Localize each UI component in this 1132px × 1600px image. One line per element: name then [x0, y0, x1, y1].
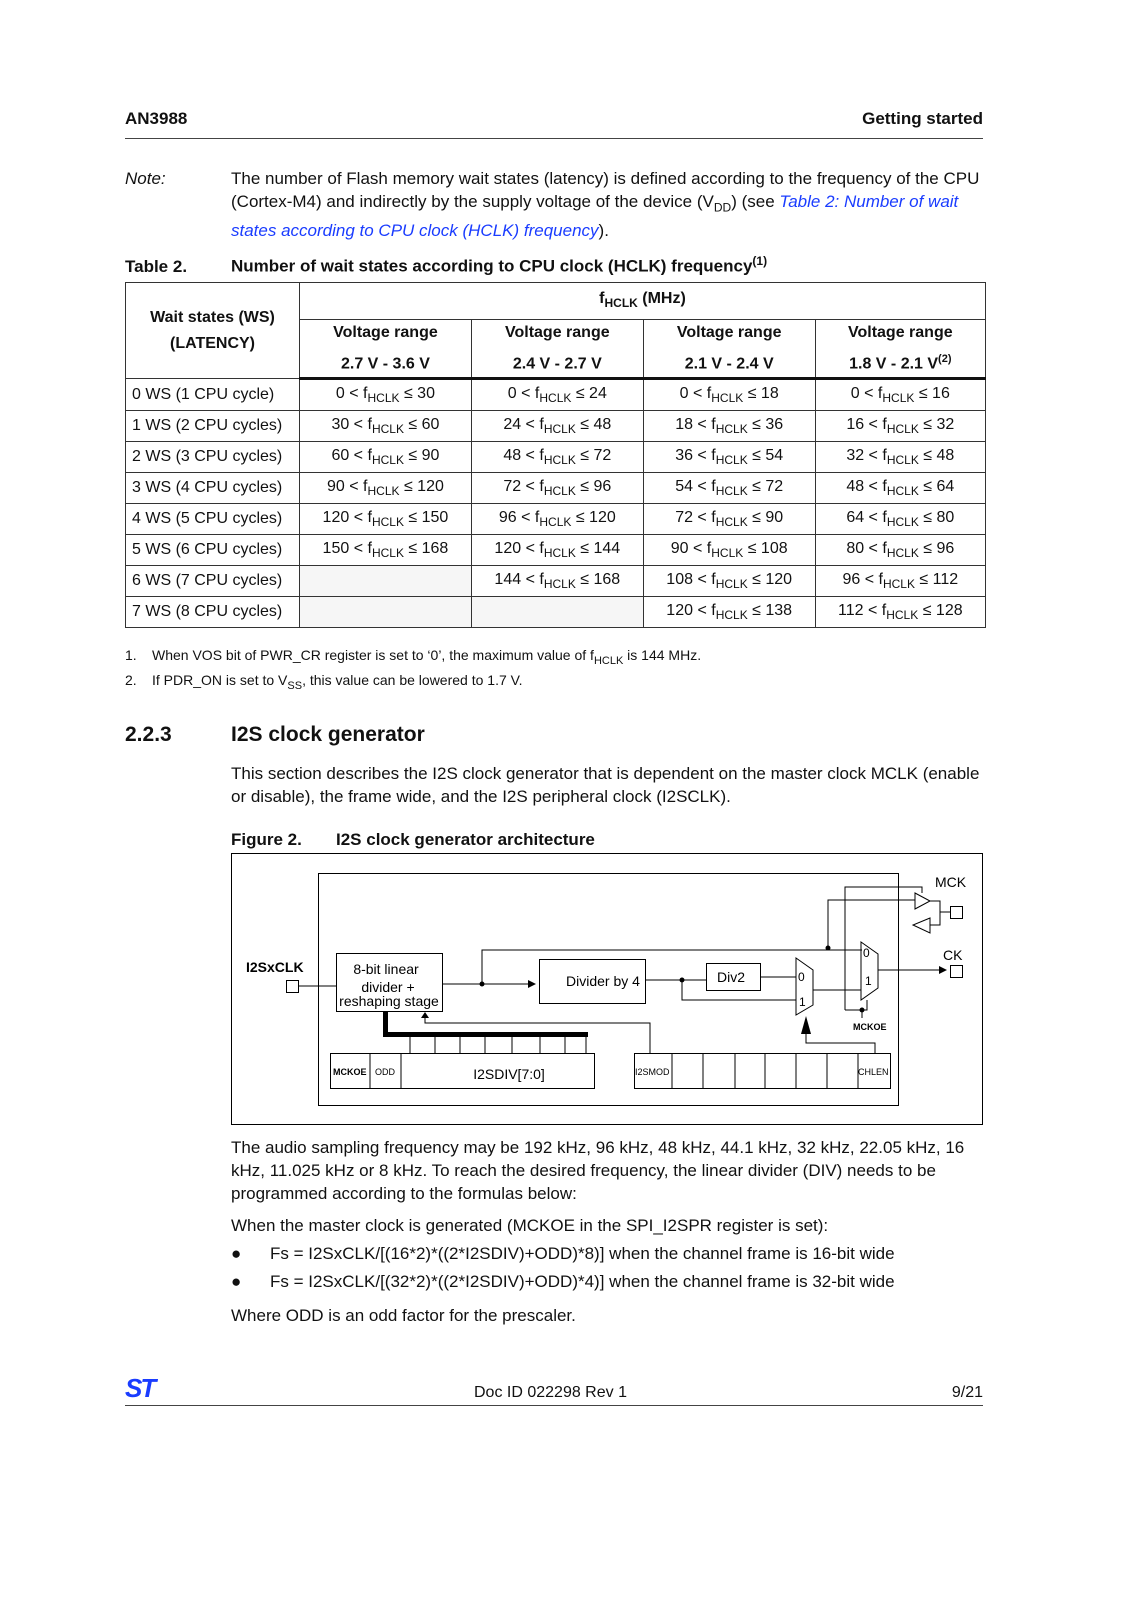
wait-state-cell: 4 WS (5 CPU cycles): [126, 504, 300, 535]
empty-cell: [300, 566, 472, 597]
mux-input-1: 1: [865, 974, 872, 988]
frequency-range-cell: $120 < f_{HCLK} \le 144$: [471, 535, 643, 566]
frequency-range-cell: $16 < f_{HCLK} \le 32$: [815, 411, 985, 442]
freq-header: $f_{HCLK}$ (MHz): [300, 283, 986, 320]
section-number: 2.2.3: [125, 723, 172, 746]
section-title: I2S clock generator: [231, 723, 425, 746]
wait-state-cell: 5 WS (6 CPU cycles): [126, 535, 300, 566]
note-text: The number of Flash memory wait states (latency) is defined according to the frequency of the CPU (Cortex-M4) and indirectly by the supply voltage of the device $(V_{DD})$ (see Table 2: Number of wait states according to CPU clock (HCLK) frequency).: [231, 169, 980, 241]
figure-label: Figure 2.: [231, 830, 302, 849]
document-page: AN3988 Getting started Note: The number of Flash memory wait states (latency) is defined according to the frequency of the CPU (Cortex-M4) and indirectly by the supply voltage of the device $(V_{DD})$ (see Table 2: Number of wait states according to CPU clock (HCLK) frequency). Table 2. Number of wait states according to CPU clock (HCLK) frequency$^{(1)}$ Wait states (WS) (LATENCY) $f_{HCLK}$ (MHz) Voltage range 2.7 V - 3.6 V Voltage range 2.4 V - 2.7 V Voltage range 2.1 V - 2.4 V Voltage range 1.8 V - 2.1 $V^{(2)}$ 0 WS (1 CPU cycle) $0 < f_{HCLK} \le 30$ $0 < f_{HCLK} \le 24$ $0 < f_{HCLK} \le 18$ $0 < f_{HCLK} \le 16$ 1 WS (2 CPU cycles) $30 < f_{HCLK} \le 60$ $24 < f_{HCLK} \le 48$ $18 < f_{HCLK} \le 36$ $16 < f_{HCLK} \le 32$ 2 WS (3 CPU cycles) $60 < f_{HCLK} \le 90$ $48 < f_{HCLK} \le 72$ $36 < f_{HCLK} \le 54$ $32 < f_{HCLK} \le 48$ 3 WS (4 CPU cycles) $90 < f_{HCLK} \le 120$ $72 < f_{HCLK} \le 96$ $54 < f_{HCLK} \le 72$ $48 < f_{HCLK} \le 64$ 4 WS (5 CPU cycles) $120 < f_{HCLK} \le 150$ $96 < f_{HCLK} \le 120$ $72 < f_{HCLK} \le 90$ $64 < f_{HCLK} \le 80$ 5 WS (6 CPU cycles) $150 < f_{HCLK} \le 168$ $120 < f_{HCLK} \le 144$ $90 < f_{HCLK} \le 108$ $80 < f_{HCLK} \le 96$ 6 WS (7 CPU cycles) $144 < f_{HCLK} \le 168$ $108 < f_{HCLK} \le 120$ $96 < f_{HCLK} \le 112$ 7 WS (8 CPU cycles) $120 < f_{HCLK} \le 138$ $112 < f_{HCLK} \le 128$ 1. When VOS bit of PWR_CR register is set to ‘0’, the maximum value of $f_{HCLK}$ is 144 MHz. 2. If PDR_ON is set to $V_{SS}$, this value can be lowered to 1.7 V. 2.2.3 I2S clock generator This section describes the I2S clock generator that is dependent on the master clock MCLK (enable or disable), the frame wide, and the I2S peripheral clock (I2SCLK). Figure 2. I2S clock generator architecture MCK CK I2SxCLK 8-bit linear divider + reshaping stage Divider by 4 Div2 I2SDIV[7:0] 0 1 0 1 MCKOE MCKOE ODD I2SMOD CHLEN The audio sampling frequency may be 192 kHz, 96 kHz, 48 kHz, 44.1 kHz, 32 kHz, 22.05 kHz, 16 kHz, 11.025 kHz or 8 kHz. To reach the desired frequency, the linear divider (DIV) needs to be programmed according to the formulas below: When the master clock is generated (MCKOE in the SPI_I2SPR register is set): ● Fs = I2SxCLK/[(16*2)*((2*I2SDIV)+ODD)*8)] when the channel frame is 16-bit wide ● Fs = I2SxCLK/[(32*2)*((2*I2SDIV)+ODD)*4)] when the channel frame is 32-bit wide Where ODD is an odd factor for the prescaler. ST Doc ID 022298 Rev 1 9/21: [0, 0, 1132, 1600]
i2sxclk-label: I2SxCLK: [246, 959, 304, 975]
frequency-range-cell: $32 < f_{HCLK} \le 48$: [815, 442, 985, 473]
frequency-range-cell: $24 < f_{HCLK} \le 48$: [471, 411, 643, 442]
divider-text: 8-bit linear: [353, 961, 419, 977]
footnote: 2. If PDR_ON is set to $V_{SS}$, this value can be lowered to 1.7 V.: [125, 672, 523, 692]
frequency-range-cell: $150 < f_{HCLK} \le 168$: [300, 535, 472, 566]
table-row: [126, 473, 986, 504]
figure-frame: [232, 854, 983, 1125]
note-label: Note:: [125, 169, 166, 188]
frequency-range-cell: $108 < f_{HCLK} \le 120$: [643, 566, 815, 597]
frequency-range-cell: $64 < f_{HCLK} \le 80$: [815, 504, 985, 535]
frequency-range-cell: $0 < f_{HCLK} \le 16$: [815, 379, 985, 411]
frequency-range-cell: $96 < f_{HCLK} \le 120$: [471, 504, 643, 535]
ck-pad: [951, 966, 963, 978]
frequency-range-cell: $36 < f_{HCLK} \le 54$: [643, 442, 815, 473]
reg-mckoe: MCKOE: [333, 1067, 367, 1077]
frequency-range-cell: $54 < f_{HCLK} \le 72$: [643, 473, 815, 504]
div2-label: Div2: [716, 969, 746, 985]
table-row: [126, 442, 986, 473]
input-buffer: [913, 918, 930, 933]
header-rule: [125, 138, 983, 139]
wait-state-cell: 6 WS (7 CPU cycles): [126, 566, 300, 597]
divider-text: divider +: [361, 979, 415, 995]
table-row: [126, 379, 986, 411]
reg-i2smod: I2SMOD: [635, 1067, 670, 1077]
table-row: [126, 597, 986, 628]
footnote: 1. When VOS bit of PWR_CR register is set to ‘0’, the maximum value of $f_{HCLK}$ is 144 MHz.: [125, 647, 702, 667]
mux-input-0: 0: [863, 946, 870, 960]
wait-states-table: [125, 282, 986, 628]
reg-odd: ODD: [375, 1067, 395, 1077]
mckoe-label: MCKOE: [853, 1022, 887, 1032]
footer-doc-id: Doc ID 022298 Rev 1: [474, 1384, 627, 1401]
table-row: [126, 411, 986, 442]
divider-by-4-label: Divider by 4: [566, 973, 640, 989]
empty-cell: [300, 597, 472, 628]
frequency-range-cell: $48 < f_{HCLK} \le 72$: [471, 442, 643, 473]
empty-cell: [471, 597, 643, 628]
frequency-range-cell: $96 < f_{HCLK} \le 112$: [815, 566, 985, 597]
page-number: 9/21: [951, 1384, 983, 1401]
ws-header: Wait states (WS) (LATENCY): [126, 283, 300, 379]
paragraph-sampling: The audio sampling frequency may be 192 kHz, 96 kHz, 48 kHz, 44.1 kHz, 32 kHz, 22.05 kHz, 16 kHz, 11.025 kHz or 8 kHz. To reach the desired frequency, the linear divider (DIV) needs to be programmed according to the formulas below:: [231, 1138, 965, 1203]
wait-state-cell: 3 WS (4 CPU cycles): [126, 473, 300, 504]
frequency-range-cell: $30 < f_{HCLK} \le 60$: [300, 411, 472, 442]
frequency-range-cell: $144 < f_{HCLK} \le 168$: [471, 566, 643, 597]
paragraph-mckoe: When the master clock is generated (MCKOE in the SPI_I2SPR register is set):: [231, 1216, 829, 1235]
table-row: [126, 504, 986, 535]
frequency-range-cell: $0 < f_{HCLK} \le 30$: [300, 379, 472, 411]
mux-input-0: 0: [798, 970, 805, 984]
voltage-range-header: Voltage range 2.4 V - 2.7 V: [471, 320, 643, 379]
mck-pad: [951, 907, 963, 919]
frequency-range-cell: $72 < f_{HCLK} \le 90$: [643, 504, 815, 535]
mck-label: MCK: [935, 874, 967, 890]
header-section: Getting started: [862, 109, 983, 128]
i2sdiv-label: I2SDIV[7:0]: [473, 1066, 545, 1082]
frequency-range-cell: $0 < f_{HCLK} \le 18$: [643, 379, 815, 411]
table-title: Number of wait states according to CPU clock (HCLK) frequency$^{(1)}$: [231, 254, 768, 276]
mux-input-1: 1: [799, 995, 806, 1009]
reg-chlen: CHLEN: [858, 1067, 889, 1077]
i2s-clock-diagram: [231, 853, 983, 1126]
frequency-range-cell: $112 < f_{HCLK} \le 128$: [815, 597, 985, 628]
divider-text: reshaping stage: [339, 993, 439, 1009]
frequency-range-cell: $18 < f_{HCLK} \le 36$: [643, 411, 815, 442]
voltage-range-header: Voltage range 1.8 V - 2.1 $V^{(2)}$: [815, 320, 985, 379]
frequency-range-cell: $90 < f_{HCLK} \le 120$: [300, 473, 472, 504]
bullet-icon: ●: [231, 1244, 242, 1263]
voltage-range-header: Voltage range 2.7 V - 3.6 V: [300, 320, 472, 379]
frequency-range-cell: $120 < f_{HCLK} \le 138$: [643, 597, 815, 628]
i2scfgr-register: [635, 1054, 891, 1089]
frequency-range-cell: $60 < f_{HCLK} \le 90$: [300, 442, 472, 473]
frequency-range-cell: $0 < f_{HCLK} \le 24$: [471, 379, 643, 411]
paragraph-odd: Where ODD is an odd factor for the prescaler.: [231, 1306, 576, 1325]
frequency-range-cell: $72 < f_{HCLK} \le 96$: [471, 473, 643, 504]
table-label: Table 2.: [125, 257, 188, 276]
chlen-select-arrow: [801, 1016, 811, 1034]
frequency-range-cell: $120 < f_{HCLK} \le 150$: [300, 504, 472, 535]
voltage-range-header: Voltage range 2.1 V - 2.4 V: [643, 320, 815, 379]
i2sxclk-pad: [287, 981, 299, 993]
table-row: [126, 535, 986, 566]
bullet-icon: ●: [231, 1272, 242, 1291]
st-logo: ST: [125, 1373, 155, 1403]
output-buffer: [915, 893, 930, 909]
footer-rule: [125, 1405, 983, 1406]
table-row: [126, 566, 986, 597]
wait-state-cell: 1 WS (2 CPU cycles): [126, 411, 300, 442]
frequency-range-cell: $48 < f_{HCLK} \le 64$: [815, 473, 985, 504]
figure-title: I2S clock generator architecture: [336, 830, 595, 849]
section-intro: This section describes the I2S clock generator that is dependent on the master clock MCLK (enable or disable), the frame wide, and the I2S peripheral clock (I2SCLK).: [231, 764, 980, 806]
wait-state-cell: 0 WS (1 CPU cycle): [126, 379, 300, 411]
table-2-link[interactable]: Table 2: Number of wait states according to CPU clock (HCLK) frequency: [231, 192, 959, 241]
wait-state-cell: 2 WS (3 CPU cycles): [126, 442, 300, 473]
ck-label: CK: [943, 947, 963, 963]
frequency-range-cell: $80 < f_{HCLK} \le 96$: [815, 535, 985, 566]
table-footnotes: [125, 647, 702, 697]
header-doc-id: AN3988: [125, 109, 188, 128]
frequency-range-cell: $90 < f_{HCLK} \le 108$: [643, 535, 815, 566]
wait-state-cell: 7 WS (8 CPU cycles): [126, 597, 300, 628]
